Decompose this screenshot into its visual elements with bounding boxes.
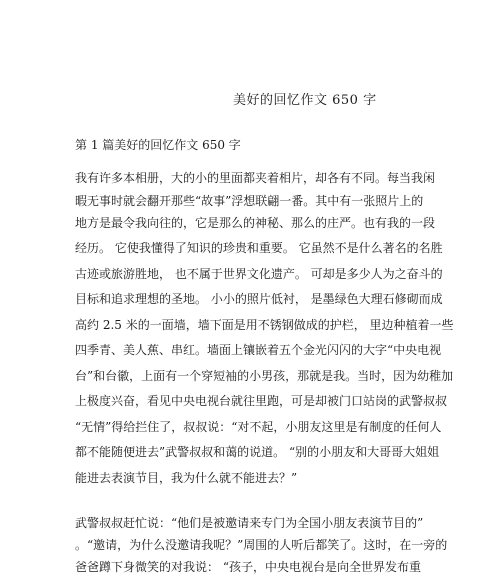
paragraph-line: 能进去表演节目，我为什么就不能进去？” xyxy=(75,470,298,485)
paragraph-line: 高约 2.5 米的一面墙，墙下面是用不锈钢做成的护栏， 里边种植着一些 xyxy=(75,317,454,332)
paragraph-line: 都不能随便进去”武警叔叔和蔼的说道。 “别的小朋友和大哥哥大姐姐 xyxy=(75,445,440,459)
paragraph-line: 经历。 它使我懂得了知识的珍贵和重要。 它虽然不是什么著名的名胜 xyxy=(75,241,443,255)
paragraph-line: 古迹或旅游胜地， 也不属于世界文化遗产。 可却是多少人为之奋斗的 xyxy=(75,266,443,281)
paragraph-line: 目标和追求理想的圣地。 小小的照片低衬， 是墨绿色大理石修砌而成 xyxy=(75,292,443,306)
paragraph-3 xyxy=(75,512,448,578)
paragraph-line: 台”和台徽，上面有一个穿短袖的小男孩，那就是我。当时，因为幼稚加 xyxy=(75,368,454,383)
paragraph-line: 地方是最令我向往的，它是那么的神秘、那么的庄严。也有我的一段 xyxy=(75,216,436,230)
paragraph-line: 上极度兴奋，看见中央电视台就往里跑，可是却被门口站岗的武警叔叔 xyxy=(75,394,448,408)
paragraph-line: 我有许多本相册，大的小的里面都夹着相片，却各有不同。每当我闲 xyxy=(75,171,436,185)
section-heading: 第 1 篇美好的回忆作文 650 字 xyxy=(75,138,241,152)
paragraph-line: 武警叔叔赶忙说：“他们是被邀请来专门为全国小朋友表演节目的” xyxy=(75,516,424,530)
paragraph-line: 爸爸蹲下身微笑的对我说： “孩子，中央电视台是向全世界发布重 xyxy=(75,560,421,574)
paragraph-2 xyxy=(75,236,454,491)
paragraph-line: “无情”得给拦住了，叔叔说：“对不起，小朋友这里是有制度的任何人 xyxy=(75,419,442,434)
paragraph-1 xyxy=(75,167,435,235)
paragraph-line: 四季青、美人蕉、串红。墙面上镶嵌着五个金光闪闪的大字“中央电视 xyxy=(75,343,442,357)
paragraph-line: 。“邀请，为什么没邀请我呢？”周围的人听后都笑了。这时，在一旁的 xyxy=(75,538,448,552)
document-title: 美好的回忆作文 650 字 xyxy=(233,93,377,108)
paragraph-line: 暇无事时就会翻开那些“故事”浮想联翩一番。其中有一张照片上的 xyxy=(75,193,424,208)
